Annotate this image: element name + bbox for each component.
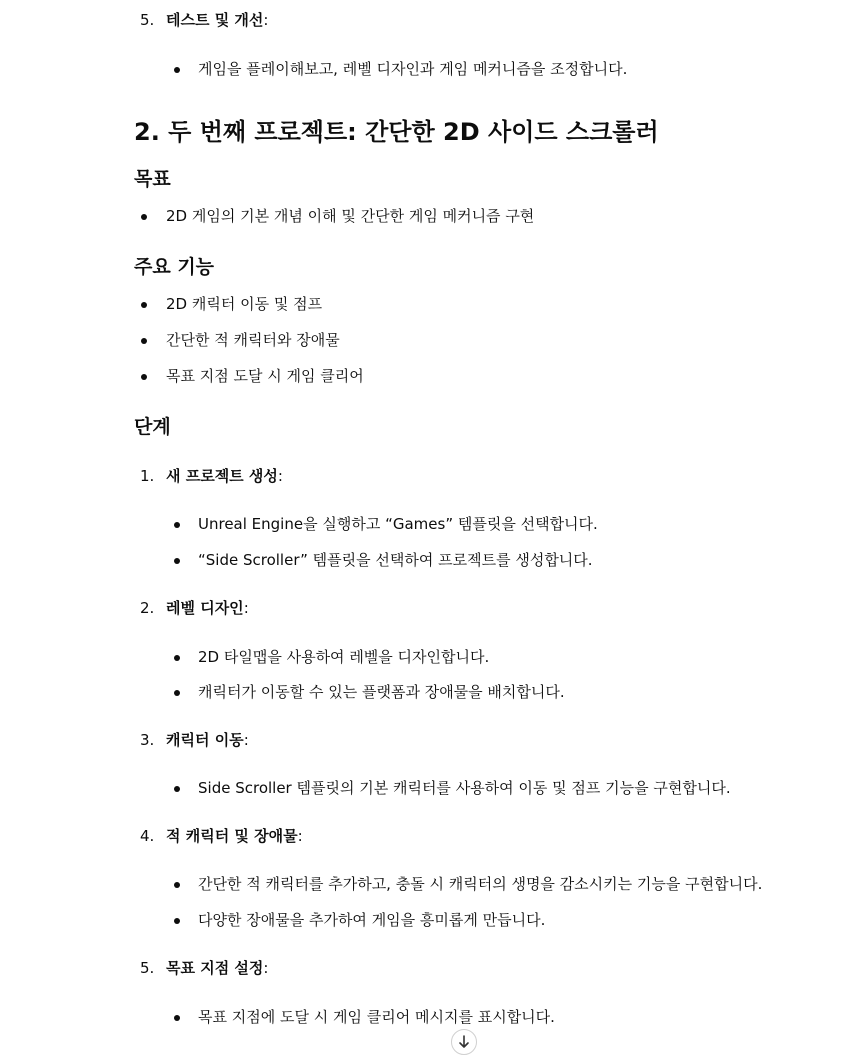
bullet-item: 목표 지점 도달 시 게임 클리어	[166, 366, 364, 386]
bullet-item: 목표 지점에 도달 시 게임 클리어 메시지를 표시합니다.	[198, 1007, 555, 1027]
numbered-item: 5. 목표 지점 설정:	[140, 959, 269, 977]
section-title: 2. 두 번째 프로젝트: 간단한 2D 사이드 스크롤러	[134, 118, 659, 146]
bullet-item: 캐릭터가 이동할 수 있는 플랫폼과 장애물을 배치합니다.	[198, 682, 565, 702]
goal-heading: 목표	[134, 168, 171, 190]
bullet-item: Unreal Engine을 실행하고 “Games” 템플릿을 선택합니다.	[198, 514, 598, 534]
steps-heading: 단계	[134, 416, 171, 438]
bullet-item: 간단한 적 캐릭터를 추가하고, 충돌 시 캐릭터의 생명을 감소시키는 기능을 구현합니다.	[198, 874, 762, 894]
numbered-item: 4. 적 캐릭터 및 장애물:	[140, 827, 303, 845]
numbered-item: 5. 테스트 및 개선:	[140, 11, 269, 29]
bullet-item: 2D 타일맵을 사용하여 레벨을 디자인합니다.	[198, 647, 489, 667]
bullet-item: 간단한 적 캐릭터와 장애물	[166, 330, 340, 350]
features-heading: 주요 기능	[134, 256, 215, 278]
arrow-down-icon	[458, 1035, 470, 1049]
bullet-dot	[174, 67, 180, 73]
bullet-item: 2D 캐릭터 이동 및 점프	[166, 294, 322, 314]
bullet-item: 2D 게임의 기본 개념 이해 및 간단한 게임 메커니즘 구현	[166, 206, 534, 226]
numbered-item: 1. 새 프로젝트 생성:	[140, 467, 283, 485]
bullet-item: 다양한 장애물을 추가하여 게임을 흥미롭게 만듭니다.	[198, 910, 545, 930]
bullet-item: 게임을 플레이해보고, 레벨 디자인과 게임 메커니즘을 조정합니다.	[198, 59, 627, 79]
item-title: 테스트 및 개선	[166, 11, 264, 29]
scroll-down-button[interactable]	[451, 1029, 477, 1055]
bullet-item: Side Scroller 템플릿의 기본 캐릭터를 사용하여 이동 및 점프 기능을 구현합니다.	[198, 778, 731, 798]
bullet-item: “Side Scroller” 템플릿을 선택하여 프로젝트를 생성합니다.	[198, 550, 593, 570]
numbered-item: 2. 레벨 디자인:	[140, 599, 249, 617]
numbered-item: 3. 캐릭터 이동:	[140, 731, 249, 749]
